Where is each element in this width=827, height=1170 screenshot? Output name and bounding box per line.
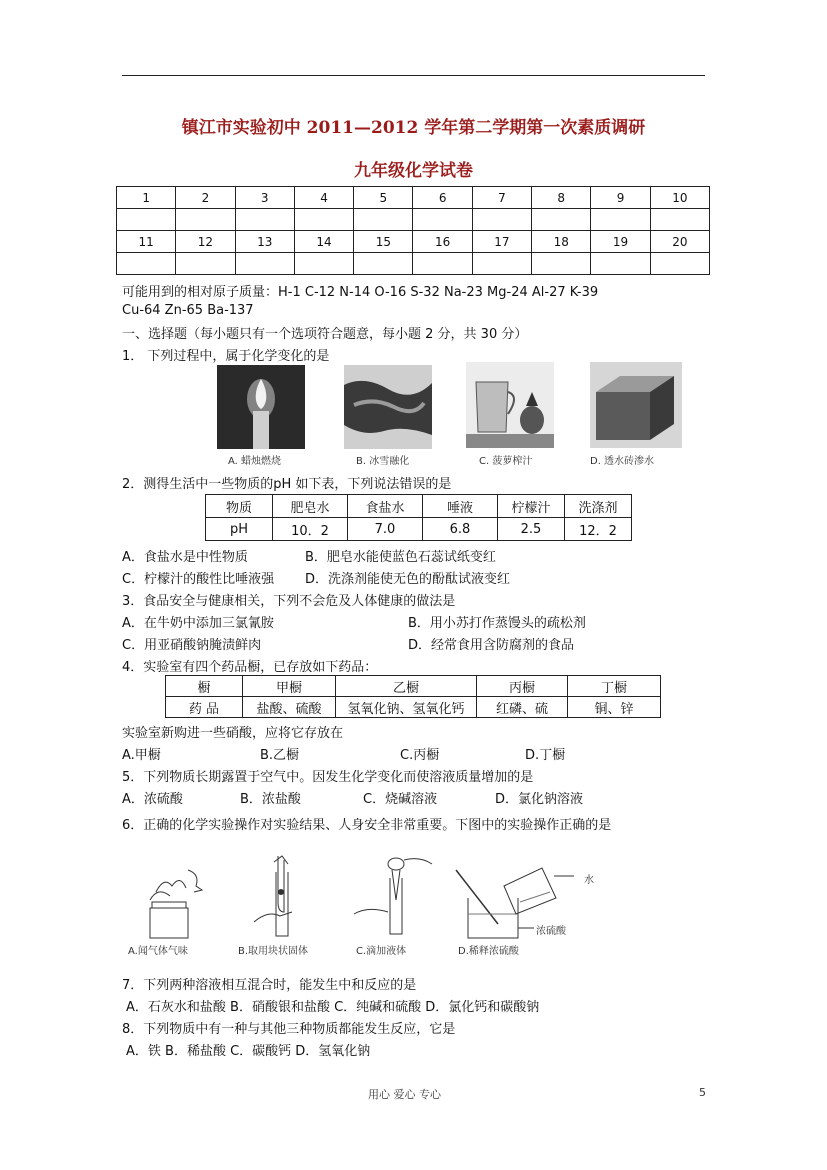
q5-option-c: C．烧碱溶液 bbox=[363, 792, 438, 807]
cabinet-value-cell: 氢氧化钠、氢氧化钙 bbox=[336, 697, 477, 718]
candle-image bbox=[217, 365, 305, 449]
ph-header-cell: 洗涤剂 bbox=[565, 495, 632, 518]
answer-number: 7 bbox=[472, 187, 531, 209]
q6-caption-c: C.滴加液体 bbox=[356, 946, 407, 957]
q8-options: A．铁 B．稀盐酸 C．碳酸钙 D．氢氧化钠 bbox=[126, 1044, 371, 1059]
ph-header-cell: 唾液 bbox=[423, 495, 498, 518]
answer-number: 13 bbox=[235, 231, 294, 253]
answer-number: 2 bbox=[176, 187, 235, 209]
answer-number: 19 bbox=[591, 231, 650, 253]
answer-number: 5 bbox=[354, 187, 413, 209]
solid-sampling-diagram bbox=[248, 852, 308, 940]
pineapple-juice-image bbox=[466, 362, 554, 448]
atomic-masses-line1: 可能用到的相对原子质量：H-1 C-12 N-14 O-16 S-32 Na-23 Mg-24 Al-27 K-39 bbox=[122, 285, 599, 300]
q6-caption-d: D.稀释浓硫酸 bbox=[458, 946, 519, 957]
answer-number: 8 bbox=[532, 187, 591, 209]
ph-value-cell: 2.5 bbox=[498, 518, 565, 541]
answer-number: 20 bbox=[650, 231, 709, 253]
answer-cell[interactable] bbox=[532, 253, 591, 275]
ph-value-cell: 10．2 bbox=[273, 518, 348, 541]
answer-blank-row bbox=[117, 253, 710, 275]
q1-caption-b: B. 冰雪融化 bbox=[356, 456, 410, 467]
answer-number: 11 bbox=[117, 231, 176, 253]
q1-caption-d: D. 透水砖渗水 bbox=[590, 456, 655, 467]
q4-option-d: D.丁橱 bbox=[525, 748, 566, 763]
answer-cell[interactable] bbox=[354, 253, 413, 275]
snow-image bbox=[344, 365, 432, 449]
q3-option-c: C．用亚硝酸钠腌渍鲜肉 bbox=[122, 638, 262, 653]
q2-option-a: A．食盐水是中性物质 bbox=[122, 550, 248, 565]
q4-option-b: B.乙橱 bbox=[260, 748, 300, 763]
permeable-brick-image bbox=[590, 362, 682, 448]
label-water: 水 bbox=[584, 875, 594, 886]
answer-number: 9 bbox=[591, 187, 650, 209]
answer-number: 12 bbox=[176, 231, 235, 253]
ph-header-cell: 柠檬汁 bbox=[498, 495, 565, 518]
answer-cell[interactable] bbox=[413, 253, 472, 275]
q4-stem: 4．实验室有四个药品橱，已存放如下药品： bbox=[122, 660, 378, 675]
q3-stem: 3．食品安全与健康相关，下列不会危及人体健康的做法是 bbox=[122, 594, 456, 609]
answer-cell[interactable] bbox=[472, 253, 531, 275]
q7-stem: 7．下列两种溶液相互混合时，能发生中和反应的是 bbox=[122, 978, 417, 993]
ph-header-cell: 肥皂水 bbox=[273, 495, 348, 518]
q5-option-d: D．氯化钠溶液 bbox=[495, 792, 584, 807]
answer-cell[interactable] bbox=[591, 209, 650, 231]
dilute-acid-diagram bbox=[452, 862, 592, 940]
q8-stem: 8．下列物质中有一种与其他三种物质都能发生反应，它是 bbox=[122, 1022, 456, 1037]
answer-table bbox=[116, 186, 710, 275]
ph-value-cell: 12．2 bbox=[565, 518, 632, 541]
ph-header-cell: 物质 bbox=[206, 495, 273, 518]
answer-cell[interactable] bbox=[532, 209, 591, 231]
q1-caption-c: C. 菠萝榨汁 bbox=[479, 456, 533, 467]
q1-stem: 1． 下列过程中，属于化学变化的是 bbox=[122, 349, 330, 364]
answer-number-row bbox=[117, 187, 710, 209]
atomic-masses-line2: Cu-64 Zn-65 Ba-137 bbox=[122, 303, 254, 318]
cabinet-header-cell: 乙橱 bbox=[336, 676, 477, 697]
answer-number: 6 bbox=[413, 187, 472, 209]
q6-stem: 6．正确的化学实验操作对实验结果、人身安全非常重要。下图中的实验操作正确的是 bbox=[122, 818, 612, 833]
header-rule bbox=[122, 75, 705, 76]
ph-value-cell: 6.8 bbox=[423, 518, 498, 541]
answer-number: 1 bbox=[117, 187, 176, 209]
q7-options: A．石灰水和盐酸 B．硝酸银和盐酸 C．纯碱和硫酸 D．氯化钙和碳酸钠 bbox=[126, 1000, 540, 1015]
q2-option-c: C．柠檬汁的酸性比唾液强 bbox=[122, 572, 275, 587]
cabinet-value-cell: 盐酸、硫酸 bbox=[243, 697, 336, 718]
q6-caption-b: B.取用块状固体 bbox=[238, 946, 309, 957]
answer-number: 16 bbox=[413, 231, 472, 253]
answer-cell[interactable] bbox=[294, 209, 353, 231]
exam-subtitle: 九年级化学试卷 bbox=[354, 161, 473, 181]
q2-stem: 2．测得生活中一些物质的pH 如下表，下列说法错误的是 bbox=[122, 477, 452, 492]
answer-cell[interactable] bbox=[294, 253, 353, 275]
q3-option-b: B．用小苏打作蒸馒头的疏松剂 bbox=[408, 616, 586, 631]
q3-option-a: A．在牛奶中添加三氯氰胺 bbox=[122, 616, 274, 631]
answer-cell[interactable] bbox=[117, 209, 176, 231]
smell-gas-diagram bbox=[136, 862, 206, 940]
cabinet-table bbox=[165, 675, 661, 718]
q3-option-d: D．经常食用含防腐剂的食品 bbox=[408, 638, 575, 653]
q4-option-a: A.甲橱 bbox=[122, 748, 161, 763]
exam-title: 镇江市实验初中 2011—2012 学年第二学期第一次素质调研 bbox=[181, 118, 646, 138]
q5-option-b: B．浓盐酸 bbox=[240, 792, 301, 807]
answer-cell[interactable] bbox=[650, 209, 709, 231]
q1-caption-a: A. 蜡烛燃烧 bbox=[228, 456, 282, 467]
answer-number: 14 bbox=[294, 231, 353, 253]
dropping-liquid-diagram bbox=[350, 850, 436, 940]
cabinet-value-cell: 铜、锌 bbox=[568, 697, 661, 718]
cabinet-header-cell: 丁橱 bbox=[568, 676, 661, 697]
answer-number: 15 bbox=[354, 231, 413, 253]
ph-value-cell: pH bbox=[206, 518, 273, 541]
ph-table-header-row bbox=[206, 495, 632, 518]
answer-cell[interactable] bbox=[413, 209, 472, 231]
answer-cell[interactable] bbox=[176, 253, 235, 275]
answer-cell[interactable] bbox=[650, 253, 709, 275]
answer-cell[interactable] bbox=[117, 253, 176, 275]
cabinet-value-cell: 药 品 bbox=[166, 697, 243, 718]
answer-number: 3 bbox=[235, 187, 294, 209]
answer-cell[interactable] bbox=[472, 209, 531, 231]
answer-number: 4 bbox=[294, 187, 353, 209]
ph-table-value-row bbox=[206, 518, 632, 541]
ph-value-cell: 7.0 bbox=[348, 518, 423, 541]
cabinet-header-cell: 橱 bbox=[166, 676, 243, 697]
page-number: 5 bbox=[699, 1086, 706, 1099]
answer-cell[interactable] bbox=[176, 209, 235, 231]
cabinet-value-cell: 红磷、硫 bbox=[477, 697, 568, 718]
answer-cell[interactable] bbox=[235, 253, 294, 275]
answer-number-row bbox=[117, 231, 710, 253]
ph-table bbox=[205, 494, 632, 541]
ph-header-cell: 食盐水 bbox=[348, 495, 423, 518]
q5-stem: 5．下列物质长期露置于空气中。因发生化学变化而使溶液质量增加的是 bbox=[122, 770, 534, 785]
q5-option-a: A．浓硫酸 bbox=[122, 792, 183, 807]
answer-number: 18 bbox=[532, 231, 591, 253]
q6-caption-a: A.闻气体气味 bbox=[128, 946, 188, 957]
answer-cell[interactable] bbox=[354, 209, 413, 231]
label-concentrated-acid: 浓硫酸 bbox=[536, 926, 566, 937]
cabinet-header-cell: 丙橱 bbox=[477, 676, 568, 697]
answer-blank-row bbox=[117, 209, 710, 231]
cabinet-header-cell: 甲橱 bbox=[243, 676, 336, 697]
footer-motto: 用心 爱心 专心 bbox=[368, 1088, 441, 1101]
q4-option-c: C.丙橱 bbox=[400, 748, 440, 763]
cabinet-header-row bbox=[166, 676, 661, 697]
answer-number: 17 bbox=[472, 231, 531, 253]
q2-option-d: D．洗涤剂能使无色的酚酞试液变红 bbox=[305, 572, 511, 587]
q4-follow: 实验室新购进一些硝酸，应将它存放在 bbox=[122, 726, 344, 741]
answer-number: 10 bbox=[650, 187, 709, 209]
answer-cell[interactable] bbox=[235, 209, 294, 231]
answer-cell[interactable] bbox=[591, 253, 650, 275]
cabinet-value-row bbox=[166, 697, 661, 718]
section-heading: 一、选择题（每小题只有一个选项符合题意，每小题 2 分，共 30 分） bbox=[122, 327, 528, 342]
q2-option-b: B．肥皂水能使蓝色石蕊试纸变红 bbox=[305, 550, 496, 565]
